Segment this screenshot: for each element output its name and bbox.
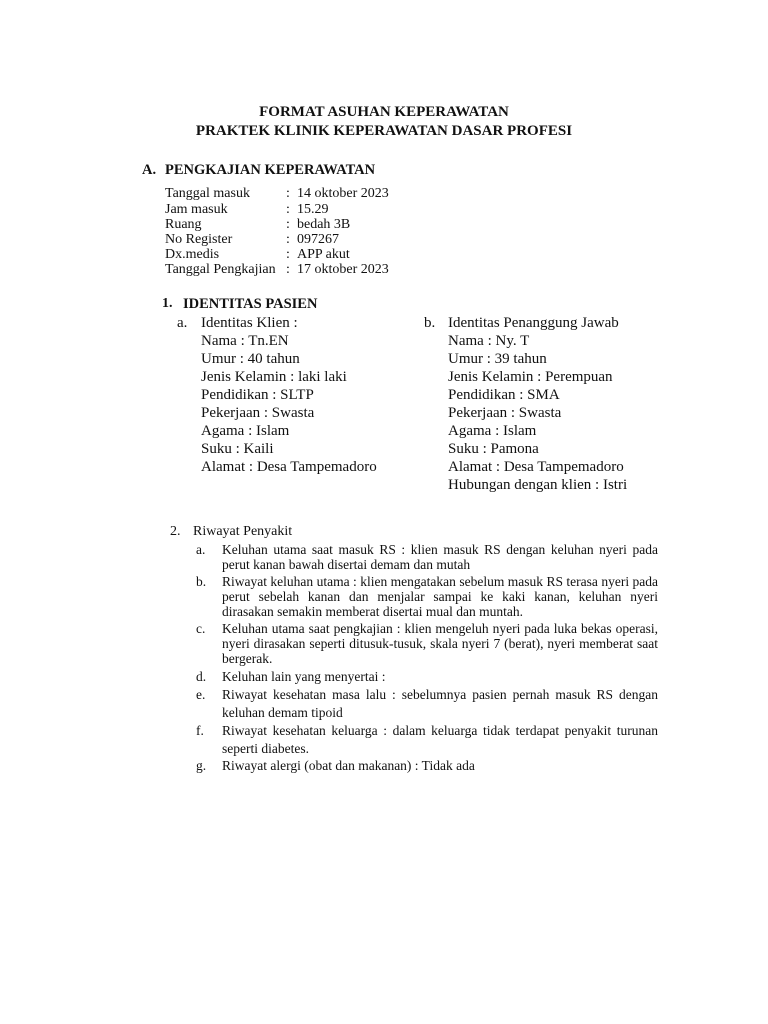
- meta-colon: :: [286, 262, 290, 277]
- section-a-title: PENGKAJIAN KEPERAWATAN: [165, 162, 376, 178]
- penanggung-alamat: Alamat : Desa Tampemadoro: [448, 459, 624, 475]
- item-marker: e.: [196, 687, 206, 702]
- item-marker: f.: [196, 723, 204, 738]
- meta-value: 14 oktober 2023: [297, 186, 389, 201]
- riwayat-title: Riwayat Penyakit: [193, 524, 293, 539]
- klien-heading: Identitas Klien :: [201, 315, 298, 331]
- penanggung-suku: Suku : Pamona: [448, 441, 539, 457]
- meta-value: 17 oktober 2023: [297, 262, 389, 277]
- meta-colon: :: [286, 186, 290, 201]
- meta-colon: :: [286, 217, 290, 232]
- item-text: Keluhan utama saat masuk RS : klien masuk RS dengan keluhan nyeri pada perut kanan bawah disertai demam dan mutah: [222, 542, 658, 572]
- meta-colon: :: [286, 232, 290, 247]
- klien-nama: Nama : Tn.EN: [201, 333, 289, 349]
- item-text: Riwayat keluhan utama : klien mengatakan sebelum masuk RS terasa nyeri pada perut sebelah kanan dan menjalar sampai ke kaki kanan, keluhan nyeri dirasakan semakin memberat disertai mual dan muntah.: [222, 574, 658, 619]
- item-text: Keluhan utama saat pengkajian : klien mengeluh nyeri pada luka bekas operasi, nyeri dirasakan seperti ditusuk-tusuk, skala nyeri 7 (berat), nyeri memberat saat bergerak.: [222, 621, 658, 666]
- klien-marker: a.: [177, 315, 188, 331]
- penanggung-agama: Agama : Islam: [448, 423, 537, 439]
- meta-label: No Register: [165, 232, 233, 247]
- klien-alamat: Alamat : Desa Tampemadoro: [201, 459, 377, 475]
- meta-label: Tanggal masuk: [165, 186, 250, 201]
- klien-suku: Suku : Kaili: [201, 441, 274, 457]
- item-marker: c.: [196, 621, 206, 636]
- klien-agama: Agama : Islam: [201, 423, 290, 439]
- klien-pekerjaan: Pekerjaan : Swasta: [201, 405, 315, 421]
- document-title-line1: FORMAT ASUHAN KEPERAWATAN: [259, 104, 509, 120]
- item-marker: d.: [196, 669, 207, 684]
- identitas-number: 1.: [162, 296, 173, 311]
- penanggung-pendidikan: Pendidikan : SMA: [448, 387, 560, 403]
- item-text: Riwayat alergi (obat dan makanan) : Tidak ada: [222, 758, 475, 773]
- identitas-title: IDENTITAS PASIEN: [183, 296, 318, 312]
- klien-umur: Umur : 40 tahun: [201, 351, 300, 367]
- penanggung-pekerjaan: Pekerjaan : Swasta: [448, 405, 562, 421]
- klien-pendidikan: Pendidikan : SLTP: [201, 387, 314, 403]
- meta-colon: :: [286, 247, 290, 262]
- meta-value: 15.29: [297, 202, 329, 217]
- meta-value: 097267: [297, 232, 339, 247]
- meta-value: bedah 3B: [297, 217, 351, 232]
- penanggung-hubungan: Hubungan dengan klien : Istri: [448, 477, 628, 493]
- item-marker: b.: [196, 574, 207, 589]
- item-marker: a.: [196, 542, 206, 557]
- section-a-letter: A.: [142, 162, 157, 178]
- meta-label: Dx.medis: [165, 247, 220, 262]
- meta-colon: :: [286, 202, 290, 217]
- penanggung-nama: Nama : Ny. T: [448, 333, 530, 349]
- penanggung-jenis-kelamin: Jenis Kelamin : Perempuan: [448, 369, 613, 385]
- meta-value: APP akut: [297, 247, 350, 262]
- item-marker: g.: [196, 758, 207, 773]
- klien-jenis-kelamin: Jenis Kelamin : laki laki: [201, 369, 347, 385]
- document-title-line2: PRAKTEK KLINIK KEPERAWATAN DASAR PROFESI: [195, 123, 573, 139]
- penanggung-marker: b.: [424, 315, 436, 331]
- meta-label: Ruang: [165, 217, 202, 232]
- penanggung-heading: Identitas Penanggung Jawab: [448, 315, 619, 331]
- meta-label: Jam masuk: [165, 202, 228, 217]
- item-text: Riwayat kesehatan masa lalu : sebelumnya pasien pernah masuk RS dengan keluhan demam tipoid: [222, 687, 658, 720]
- meta-label: Tanggal Pengkajian: [165, 262, 276, 277]
- penanggung-umur: Umur : 39 tahun: [448, 351, 547, 367]
- item-text: Riwayat kesehatan keluarga : dalam keluarga tidak terdapat penyakit turunan seperti diabetes.: [222, 723, 658, 756]
- item-text: Keluhan lain yang menyertai :: [222, 669, 386, 684]
- riwayat-number: 2.: [170, 524, 181, 539]
